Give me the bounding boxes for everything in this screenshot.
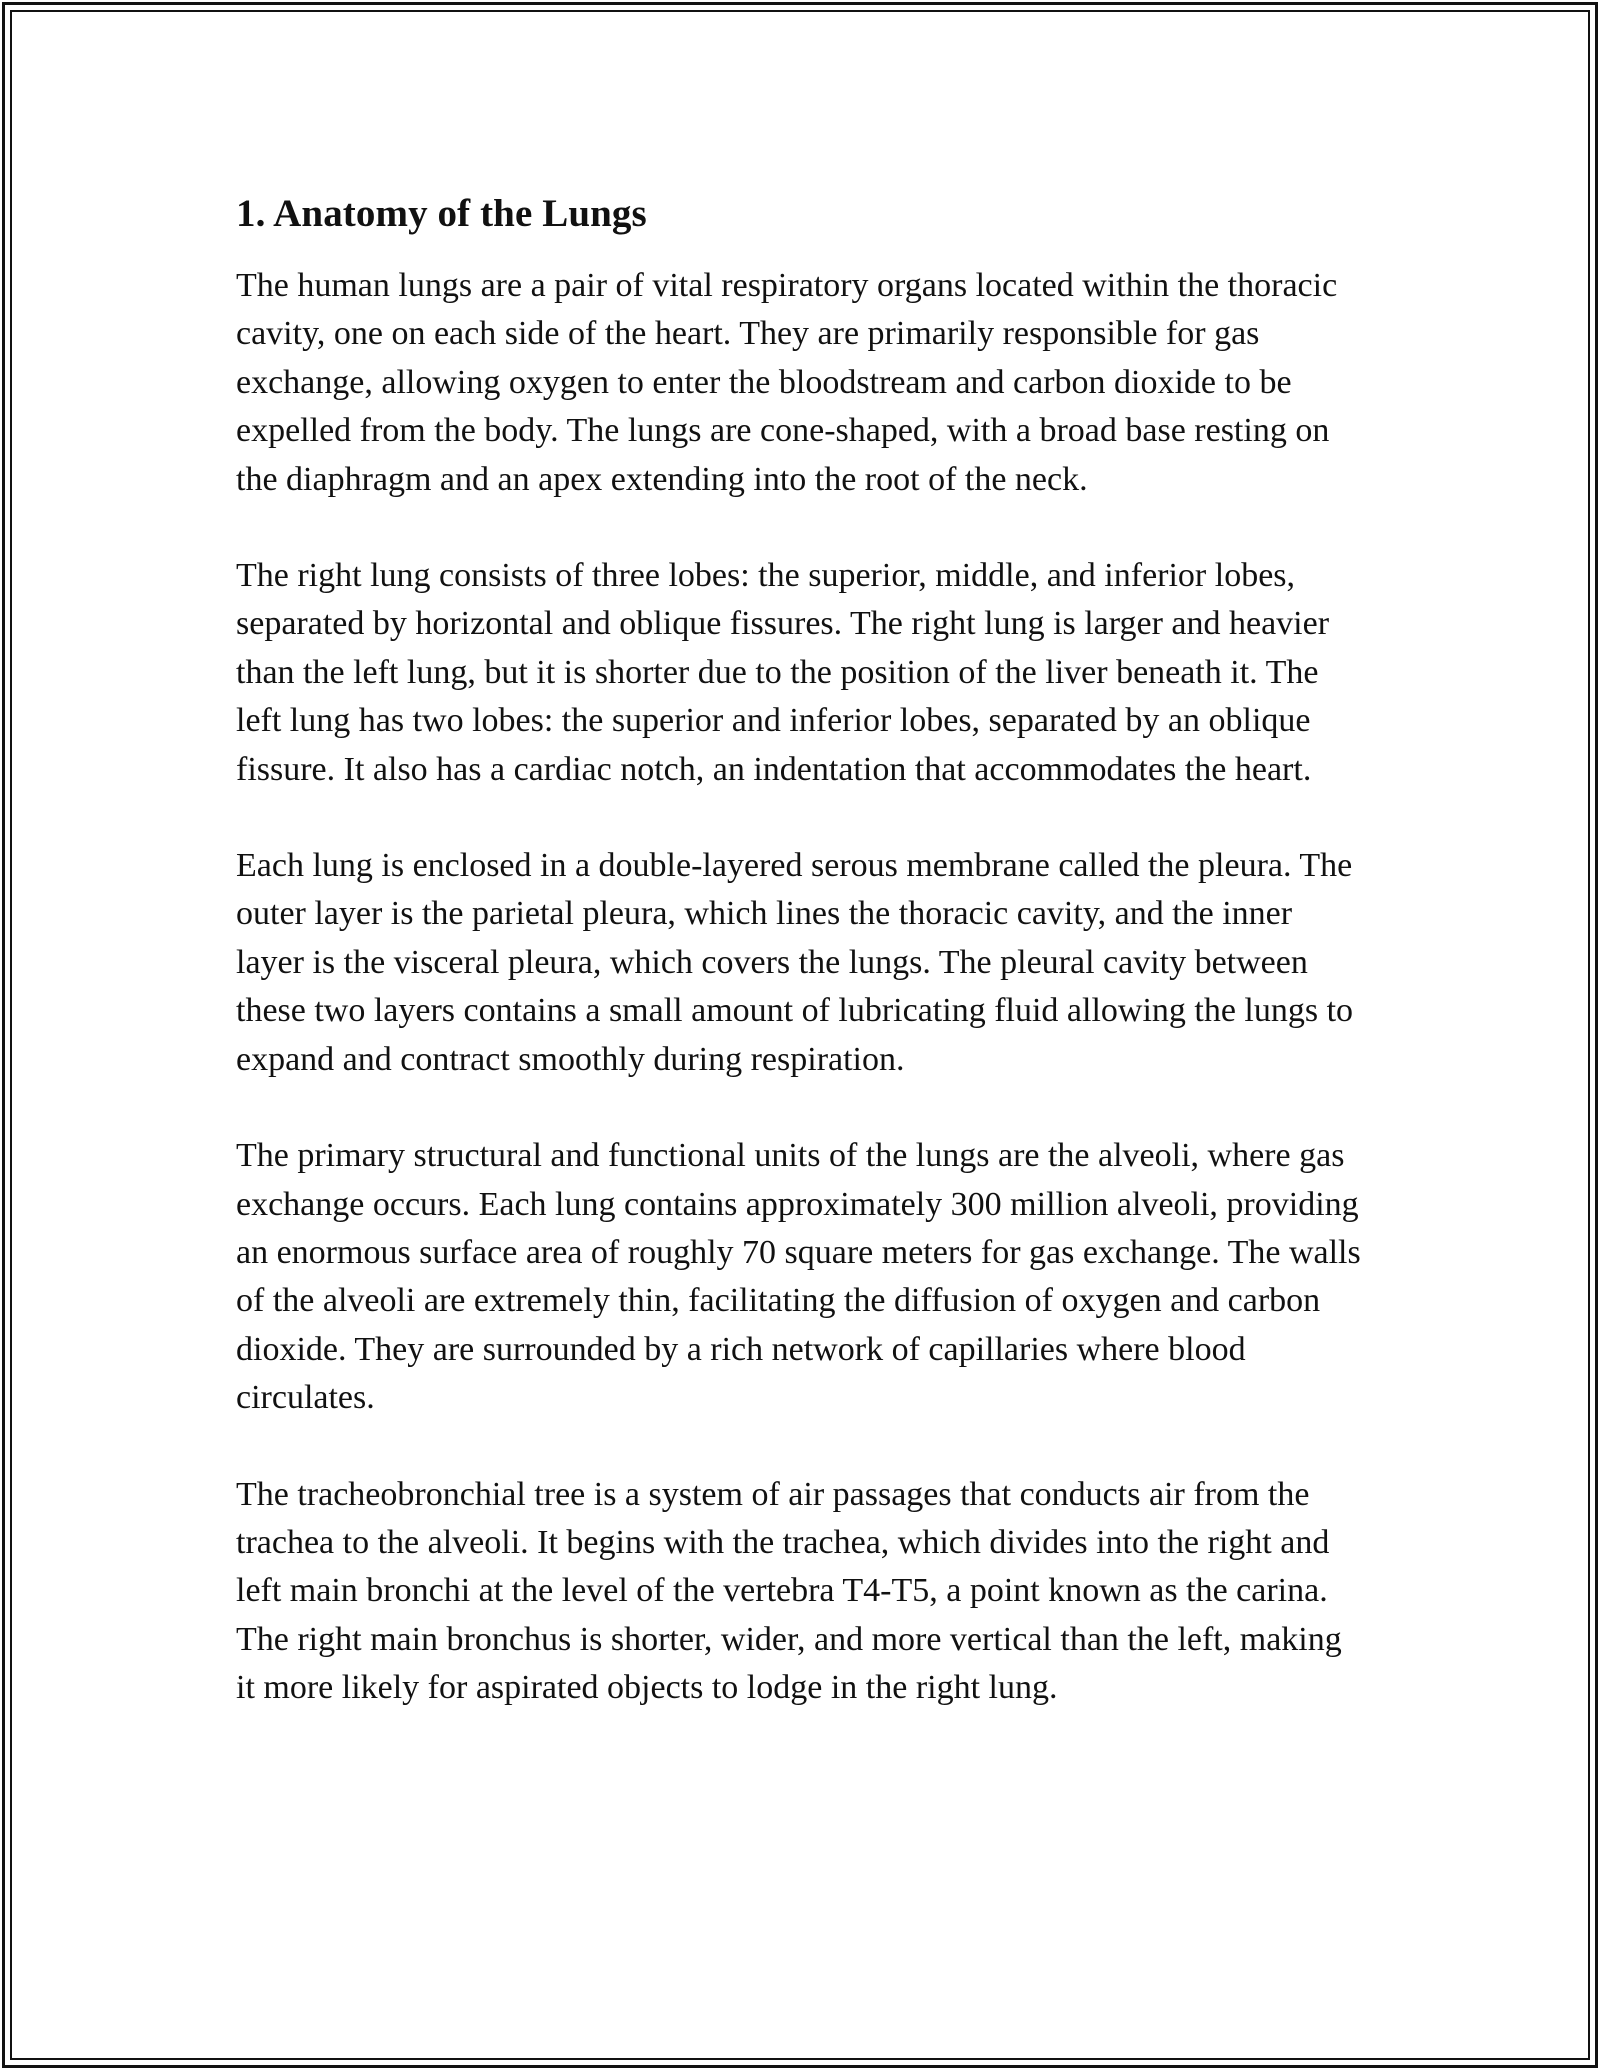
- paragraph-tracheobronchial-tree: The tracheobronchial tree is a system of air passages that conducts air from the trachea to the alveoli. It begins with the trachea, which divides into the right and left main bronchi at the level of the vertebra T4-T5, a point known as the carina. The right main bronchus is shorter, wider, and more vertical than the left, making it more likely for aspirated objects to lodge in the right lung.: [236, 1475, 1342, 1707]
- paragraph-lung-lobes: The right lung consists of three lobes: the superior, middle, and inferior lobes, separated by horizontal and oblique fissures. The right lung is larger and heavier than the left lung, but it is shorter due to the position of the liver beneath it. The left lung has two lobes: the superior and inferior lobes, separated by an oblique fissure. It also has a cardiac notch, an indentation that accommodates the heart.: [236, 557, 1330, 788]
- section-heading: 1. Anatomy of the Lungs: [236, 192, 647, 235]
- document-content: [236, 184, 1364, 1761]
- paragraph-alveoli: The primary structural and functional units of the lungs are the alveoli, where gas exchange occurs. Each lung contains approximately 300 million alveoli, providing an enormous surface area of roughly 70 square meters for gas exchange. The walls of the alveoli are extremely thin, facilitating the diffusion of oxygen and carbon dioxide. They are surrounded by a rich network of capillaries where blood circulates.: [236, 1137, 1361, 1417]
- paragraph-pleura: Each lung is enclosed in a double-layered serous membrane called the pleura. The outer layer is the parietal pleura, which lines the thoracic cavity, and the inner layer is the visceral pleura, which covers the lungs. The pleural cavity between these two layers contains a small amount of lubricating fluid allowing the lungs to expand and contract smoothly during respiration.: [236, 847, 1354, 1078]
- paragraph-lung-overview: The human lungs are a pair of vital respiratory organs located within the thoracic cavity, one on each side of the heart. They are primarily responsible for gas exchange, allowing oxygen to enter the bloodstream and carbon dioxide to be expelled from the body. The lungs are cone-shaped, with a broad base resting on the diaphragm and an apex extending into the root of the neck.: [236, 267, 1338, 498]
